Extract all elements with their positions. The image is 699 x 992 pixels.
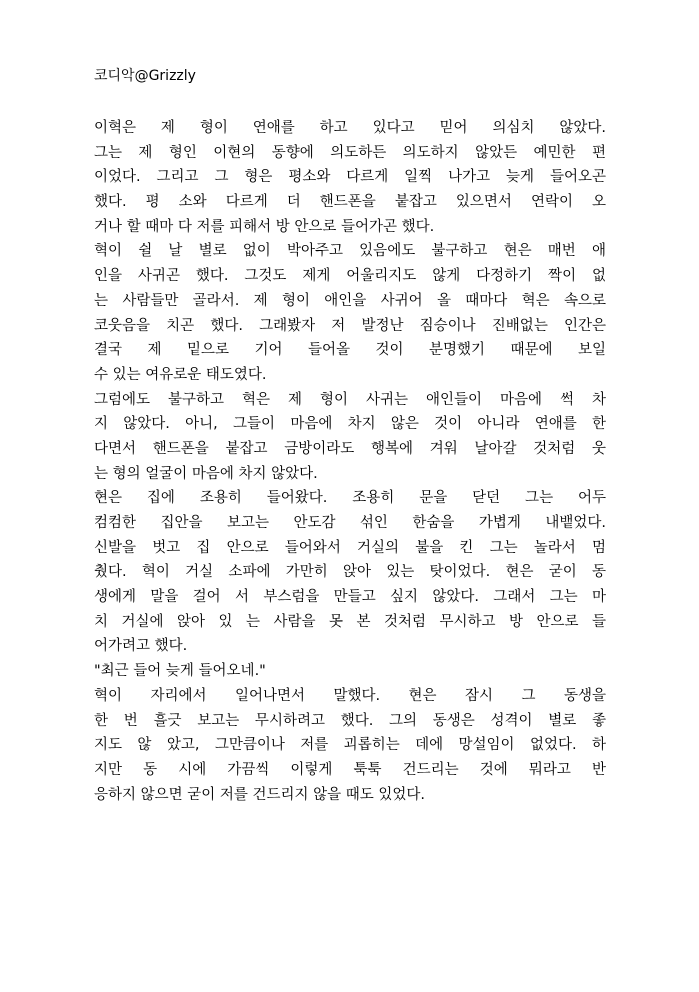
text-line: 치 거실에 앉아 있 는 사람을 못 본 것처럼 무시하고 방 안으로 들 [94,613,606,630]
text-line: 어가려고 했다. [94,638,188,655]
story-text [94,116,606,807]
text-line: 현은 집에 조용히 들어왔다. 조용히 문을 닫던 그는 어두 [94,490,606,507]
text-line: 혁이 쉴 날 별로 없이 박아주고 있음에도 불구하고 현은 매번 애 [94,243,606,260]
text-line: 신발을 벗고 집 안으로 들어와서 거실의 불을 킨 그는 놀라서 멈 [94,539,606,556]
text-line: 한 번 흘긋 보고는 무시하려고 했다. 그의 동생은 성격이 별로 좋 [94,712,606,729]
text-line: 했다. 평 소와 다르게 더 핸드폰을 붙잡고 있으면서 연락이 오 [94,194,606,211]
text-line: 는 사람들만 골라서. 제 형이 애인을 사귀어 올 때마다 혁은 속으로 [94,292,606,309]
author-credit: 코디악@Grizzly [94,68,196,84]
dialogue-line: "최근 들어 늦게 들어오네." [94,663,266,680]
text-line: 지만 동 시에 가끔씩 이렇게 툭툭 건드리는 것에 뭐라고 반 [94,761,606,778]
text-line: 인을 사귀곤 했다. 그것도 제게 어울리지도 않게 다정하기 짝이 없 [94,268,606,285]
text-line: 그럼에도 불구하고 혁은 제 형이 사귀는 애인들이 마음에 썩 차 [94,391,606,408]
text-line: 컴컴한 집안을 보고는 안도감 섞인 한숨을 가볍게 내뱉었다. [94,515,606,531]
text-line: 생에게 말을 걸어 서 부스럼을 만들고 싶지 않았다. 그래서 그는 마 [94,589,606,606]
text-line: 이었다. 그리고 그 형은 평소와 다르게 일찍 나가고 늦게 들어오곤 [94,169,606,186]
text-line: 결국 제 밑으로 기어 들어올 것이 분명했기 때문에 보일 [94,342,606,359]
text-line: 이혁은 제 형이 연애를 하고 있다고 믿어 의심치 않았다. [94,120,606,136]
text-line: 다면서 핸드폰을 붙잡고 금방이라도 행복에 겨워 날아갈 것처럼 웃 [94,440,606,457]
text-line: 거나 할 때마 다 저를 피해서 방 안으로 들어가곤 했다. [94,218,435,235]
text-line: 수 있는 여유로운 태도였다. [94,366,267,383]
text-line: 는 형의 얼굴이 마음에 차지 않았다. [94,465,318,482]
text-line: 췄다. 혁이 거실 소파에 가만히 앉아 있는 탓이었다. 현은 굳이 동 [94,564,606,581]
text-line: 혁이 자리에서 일어나면서 말했다. 현은 잠시 그 동생을 [94,687,606,704]
text-line: 지도 않 았고, 그만큼이나 저를 괴롭히는 데에 망설임이 없었다. 하 [94,737,606,754]
text-line: 지 않았다. 아니, 그들이 마음에 차지 않은 것이 아니라 연애를 한 [94,416,606,433]
text-line: 코웃음을 치곤 했다. 그래봤자 저 발정난 짐승이나 진배없는 인간은 [94,317,606,334]
text-line: 그는 제 형인 이현의 동향에 의도하든 의도하지 않았든 예민한 편 [94,144,606,161]
text-line: 응하지 않으면 굳이 저를 건드리지 않을 때도 있었다. [94,786,426,803]
